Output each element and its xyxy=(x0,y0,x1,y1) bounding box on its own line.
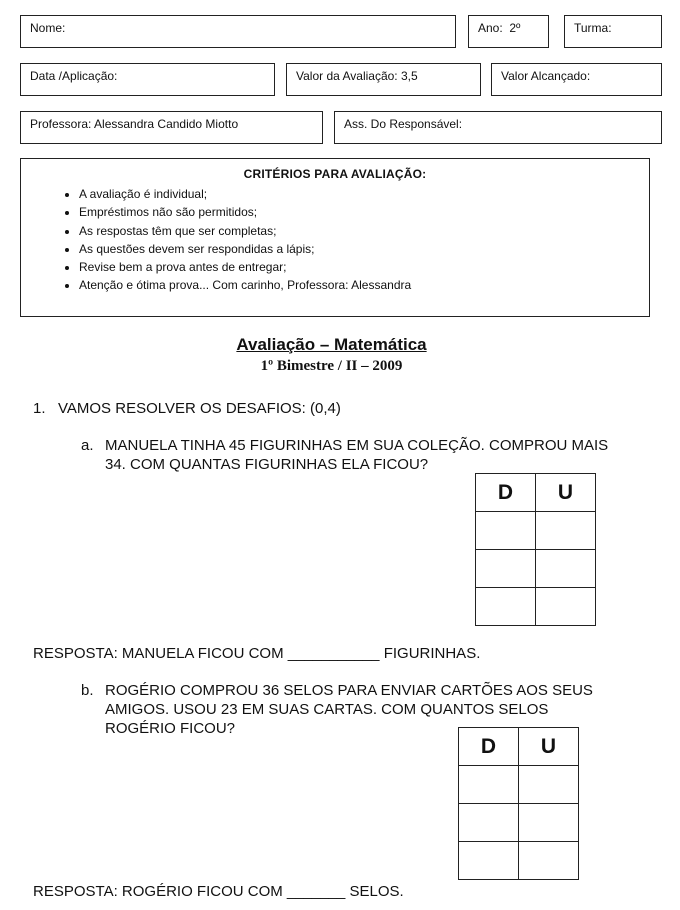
valor-avaliacao-label: Valor da Avaliação: 3,5 xyxy=(296,69,418,83)
du-cell[interactable] xyxy=(459,804,519,842)
column-u-header: U xyxy=(519,728,579,766)
question-1b-letter: b. xyxy=(81,682,94,699)
answer-1b[interactable]: RESPOSTA: ROGÉRIO FICOU COM _______ SELOS. xyxy=(33,883,404,900)
assinatura-label: Ass. Do Responsável: xyxy=(344,117,463,131)
question-1b-line-2: AMIGOS. USOU 23 EM SUAS CARTAS. COM QUANTOS SELOS xyxy=(105,701,549,718)
column-u-header: U xyxy=(536,474,596,512)
valor-alcancado-label: Valor Alcançado: xyxy=(501,69,591,83)
question-1a-line-1: MANUELA TINHA 45 FIGURINHAS EM SUA COLEÇÃO. COMPROU MAIS xyxy=(105,437,609,454)
turma-label: Turma: xyxy=(574,21,612,35)
turma-field[interactable] xyxy=(564,15,662,48)
answer-1a[interactable]: RESPOSTA: MANUELA FICOU COM ___________ FIGURINHAS. xyxy=(33,645,481,662)
professora-field xyxy=(20,111,323,144)
question-1-number: 1. xyxy=(33,400,46,417)
du-cell[interactable] xyxy=(476,588,536,626)
du-cell[interactable] xyxy=(536,588,596,626)
du-cell[interactable] xyxy=(476,550,536,588)
criteria-item: • A avaliação é individual; xyxy=(79,185,649,203)
column-d-header: D xyxy=(476,474,536,512)
assinatura-field[interactable] xyxy=(334,111,662,144)
du-cell[interactable] xyxy=(459,766,519,804)
du-cell[interactable] xyxy=(519,766,579,804)
du-table-a xyxy=(475,473,596,626)
nome-label: Nome: xyxy=(30,21,66,35)
ano-field[interactable] xyxy=(468,15,549,48)
question-1-text: VAMOS RESOLVER OS DESAFIOS: (0,4) xyxy=(58,400,341,417)
du-cell[interactable] xyxy=(519,804,579,842)
du-cell[interactable] xyxy=(519,842,579,880)
criteria-box xyxy=(20,158,650,317)
column-d-header: D xyxy=(459,728,519,766)
data-aplicacao-label: Data /Aplicação: xyxy=(30,69,118,83)
professora-label: Professora: Alessandra Candido Miotto xyxy=(30,117,239,131)
criteria-list xyxy=(21,185,649,295)
criteria-item: • Revise bem a prova antes de entregar; xyxy=(79,258,649,276)
question-1a-letter: a. xyxy=(81,437,94,454)
valor-avaliacao-field xyxy=(286,63,481,96)
valor-alcancado-field[interactable] xyxy=(491,63,662,96)
criteria-item: • As respostas têm que ser completas; xyxy=(79,222,649,240)
question-1a-line-2: 34. COM QUANTAS FIGURINHAS ELA FICOU? xyxy=(105,456,429,473)
criteria-title: CRITÉRIOS PARA AVALIAÇÃO: xyxy=(243,167,427,181)
du-cell[interactable] xyxy=(536,512,596,550)
question-1b-line-3: ROGÉRIO FICOU? xyxy=(105,720,236,737)
ano-label: Ano: xyxy=(478,21,503,35)
data-aplicacao-field[interactable] xyxy=(20,63,275,96)
criteria-item: • Empréstimos não são permitidos; xyxy=(79,203,649,221)
du-table-b xyxy=(458,727,579,880)
criteria-item: • Atenção e ótima prova... Com carinho, Professora: Alessandra xyxy=(79,276,649,294)
du-cell[interactable] xyxy=(536,550,596,588)
ano-value: 2º xyxy=(509,21,521,35)
question-1b-line-1: ROGÉRIO COMPROU 36 SELOS PARA ENVIAR CARTÕES AOS SEUS xyxy=(105,682,593,699)
page-title: Avaliação – Matemática xyxy=(236,335,427,354)
du-cell[interactable] xyxy=(476,512,536,550)
criteria-item: • As questões devem ser respondidas a lápis; xyxy=(79,240,649,258)
du-cell[interactable] xyxy=(459,842,519,880)
page-subtitle: 1º Bimestre / II – 2009 xyxy=(260,358,403,374)
nome-field[interactable] xyxy=(20,15,456,48)
